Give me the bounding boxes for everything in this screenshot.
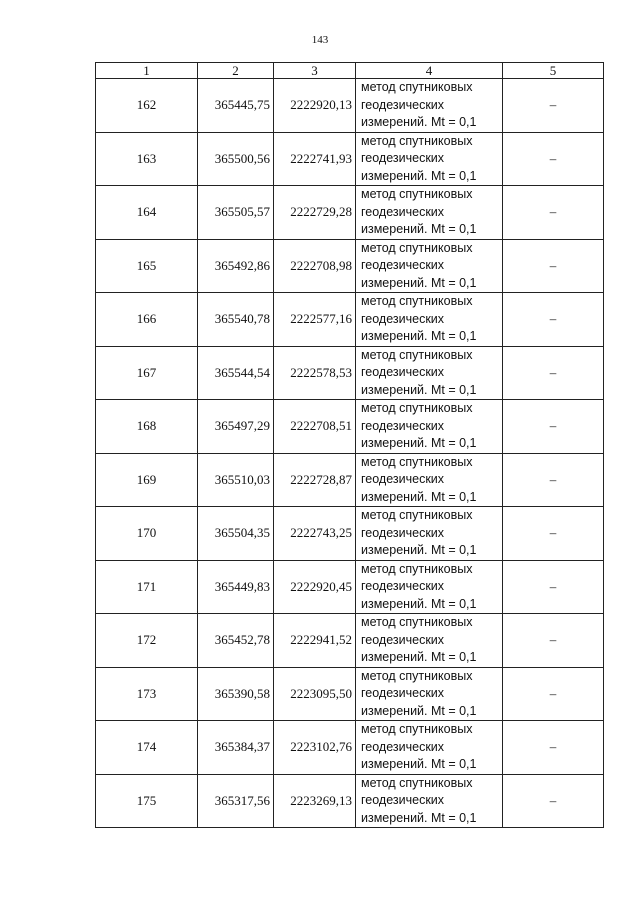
- method-line: измерений. Mt = 0,1: [361, 810, 477, 825]
- method-line: геодезических: [361, 311, 445, 326]
- method-line: геодезических: [361, 739, 445, 754]
- method-line: метод спутниковых: [361, 615, 473, 629]
- method-cell: [356, 186, 503, 240]
- method-line: геодезических: [361, 151, 445, 165]
- note-cell: –: [503, 239, 604, 293]
- method-line: метод спутниковых: [361, 347, 473, 362]
- x-coordinate-cell: 365544,54: [198, 346, 274, 400]
- header-cell: 3: [274, 63, 356, 79]
- y-coordinate-cell: 2223095,50: [274, 667, 356, 721]
- method-line: геодезических: [361, 632, 445, 647]
- method-line: измерений. Mt = 0,1: [361, 115, 477, 129]
- table-row: [96, 239, 604, 293]
- method-line: метод спутниковых: [361, 80, 473, 94]
- note-cell: –: [503, 721, 604, 775]
- x-coordinate-cell: 365497,29: [198, 400, 274, 454]
- x-coordinate-cell: 365492,86: [198, 239, 274, 293]
- method-line: измерений. Mt = 0,1: [361, 382, 477, 397]
- method-line: метод спутниковых: [361, 722, 473, 736]
- x-coordinate-cell: 365445,75: [198, 79, 274, 133]
- table-row: [96, 293, 604, 347]
- method-line: метод спутниковых: [361, 561, 473, 576]
- method-line: измерений. Mt = 0,1: [361, 436, 477, 450]
- method-line: геодезических: [361, 418, 445, 433]
- y-coordinate-cell: 2222728,87: [274, 453, 356, 507]
- method-line: метод спутниковых: [361, 454, 473, 469]
- method-cell: [356, 293, 503, 347]
- table-header: [96, 63, 604, 79]
- method-line: измерений. Mt = 0,1: [361, 703, 477, 718]
- method-line: метод спутниковых: [361, 775, 473, 790]
- method-cell: [356, 79, 503, 133]
- method-line: метод спутниковых: [361, 240, 473, 255]
- x-coordinate-cell: 365317,56: [198, 774, 274, 828]
- y-coordinate-cell: 2222920,45: [274, 560, 356, 614]
- table-row: [96, 346, 604, 400]
- method-line: измерений. Mt = 0,1: [361, 489, 477, 504]
- table-row: [96, 400, 604, 454]
- point-number-cell: 171: [96, 560, 198, 614]
- y-coordinate-cell: 2222743,25: [274, 507, 356, 561]
- note-cell: –: [503, 614, 604, 668]
- point-number-cell: 166: [96, 293, 198, 347]
- method-line: геодезических: [361, 258, 445, 272]
- method-line: геодезических: [361, 365, 445, 379]
- method-line: метод спутниковых: [361, 294, 473, 308]
- table-row: [96, 667, 604, 721]
- header-cell: 1: [96, 63, 198, 79]
- note-cell: –: [503, 774, 604, 828]
- method-line: измерений. Mt = 0,1: [361, 543, 477, 557]
- method-line: геодезических: [361, 793, 445, 807]
- method-cell: [356, 239, 503, 293]
- x-coordinate-cell: 365505,57: [198, 186, 274, 240]
- method-line: измерений. Mt = 0,1: [361, 222, 477, 236]
- header-row: [96, 63, 604, 79]
- note-cell: –: [503, 132, 604, 186]
- point-number-cell: 172: [96, 614, 198, 668]
- method-line: метод спутниковых: [361, 668, 473, 683]
- table-body: [96, 79, 604, 828]
- method-line: геодезических: [361, 97, 445, 112]
- header-cell: 4: [356, 63, 503, 79]
- note-cell: –: [503, 667, 604, 721]
- method-cell: [356, 400, 503, 454]
- x-coordinate-cell: 365510,03: [198, 453, 274, 507]
- method-cell: [356, 132, 503, 186]
- point-number-cell: 174: [96, 721, 198, 775]
- coordinates-table: [95, 62, 604, 828]
- method-line: измерений. Mt = 0,1: [361, 329, 477, 343]
- x-coordinate-cell: 365449,83: [198, 560, 274, 614]
- method-cell: [356, 721, 503, 775]
- point-number-cell: 165: [96, 239, 198, 293]
- y-coordinate-cell: 2222578,53: [274, 346, 356, 400]
- point-number-cell: 164: [96, 186, 198, 240]
- note-cell: –: [503, 400, 604, 454]
- header-cell: 2: [198, 63, 274, 79]
- table-row: [96, 614, 604, 668]
- note-cell: –: [503, 79, 604, 133]
- table-row: [96, 560, 604, 614]
- method-line: геодезических: [361, 579, 445, 593]
- method-line: геодезических: [361, 525, 445, 540]
- y-coordinate-cell: 2222741,93: [274, 132, 356, 186]
- page-number: 143: [311, 34, 329, 46]
- point-number-cell: 163: [96, 132, 198, 186]
- method-line: метод спутниковых: [361, 187, 473, 201]
- method-line: метод спутниковых: [361, 401, 473, 415]
- method-cell: [356, 453, 503, 507]
- x-coordinate-cell: 365452,78: [198, 614, 274, 668]
- point-number-cell: 175: [96, 774, 198, 828]
- method-cell: [356, 507, 503, 561]
- method-line: метод спутниковых: [361, 508, 473, 522]
- note-cell: –: [503, 293, 604, 347]
- y-coordinate-cell: 2222708,51: [274, 400, 356, 454]
- table-row: [96, 79, 604, 133]
- note-cell: –: [503, 560, 604, 614]
- table-row: [96, 774, 604, 828]
- table-row: [96, 721, 604, 775]
- method-line: измерений. Mt = 0,1: [361, 596, 477, 611]
- y-coordinate-cell: 2222920,13: [274, 79, 356, 133]
- method-line: измерений. Mt = 0,1: [361, 168, 477, 183]
- y-coordinate-cell: 2222941,52: [274, 614, 356, 668]
- header-cell: 5: [503, 63, 604, 79]
- method-cell: [356, 560, 503, 614]
- y-coordinate-cell: 2222729,28: [274, 186, 356, 240]
- point-number-cell: 173: [96, 667, 198, 721]
- table-row: [96, 507, 604, 561]
- table-row: [96, 132, 604, 186]
- x-coordinate-cell: 365540,78: [198, 293, 274, 347]
- note-cell: –: [503, 346, 604, 400]
- method-cell: [356, 614, 503, 668]
- method-line: геодезических: [361, 204, 445, 219]
- x-coordinate-cell: 365500,56: [198, 132, 274, 186]
- x-coordinate-cell: 365504,35: [198, 507, 274, 561]
- method-line: метод спутниковых: [361, 133, 473, 148]
- method-cell: [356, 774, 503, 828]
- y-coordinate-cell: 2223269,13: [274, 774, 356, 828]
- method-line: геодезических: [361, 472, 445, 486]
- point-number-cell: 168: [96, 400, 198, 454]
- x-coordinate-cell: 365384,37: [198, 721, 274, 775]
- y-coordinate-cell: 2222577,16: [274, 293, 356, 347]
- method-line: измерений. Mt = 0,1: [361, 650, 477, 664]
- point-number-cell: 169: [96, 453, 198, 507]
- y-coordinate-cell: 2222708,98: [274, 239, 356, 293]
- x-coordinate-cell: 365390,58: [198, 667, 274, 721]
- y-coordinate-cell: 2223102,76: [274, 721, 356, 775]
- method-line: измерений. Mt = 0,1: [361, 757, 477, 771]
- note-cell: –: [503, 186, 604, 240]
- table-row: [96, 186, 604, 240]
- note-cell: –: [503, 507, 604, 561]
- point-number-cell: 167: [96, 346, 198, 400]
- method-line: геодезических: [361, 686, 445, 700]
- table-row: [96, 453, 604, 507]
- method-cell: [356, 667, 503, 721]
- point-number-cell: 162: [96, 79, 198, 133]
- note-cell: –: [503, 453, 604, 507]
- method-line: измерений. Mt = 0,1: [361, 275, 477, 290]
- method-cell: [356, 346, 503, 400]
- point-number-cell: 170: [96, 507, 198, 561]
